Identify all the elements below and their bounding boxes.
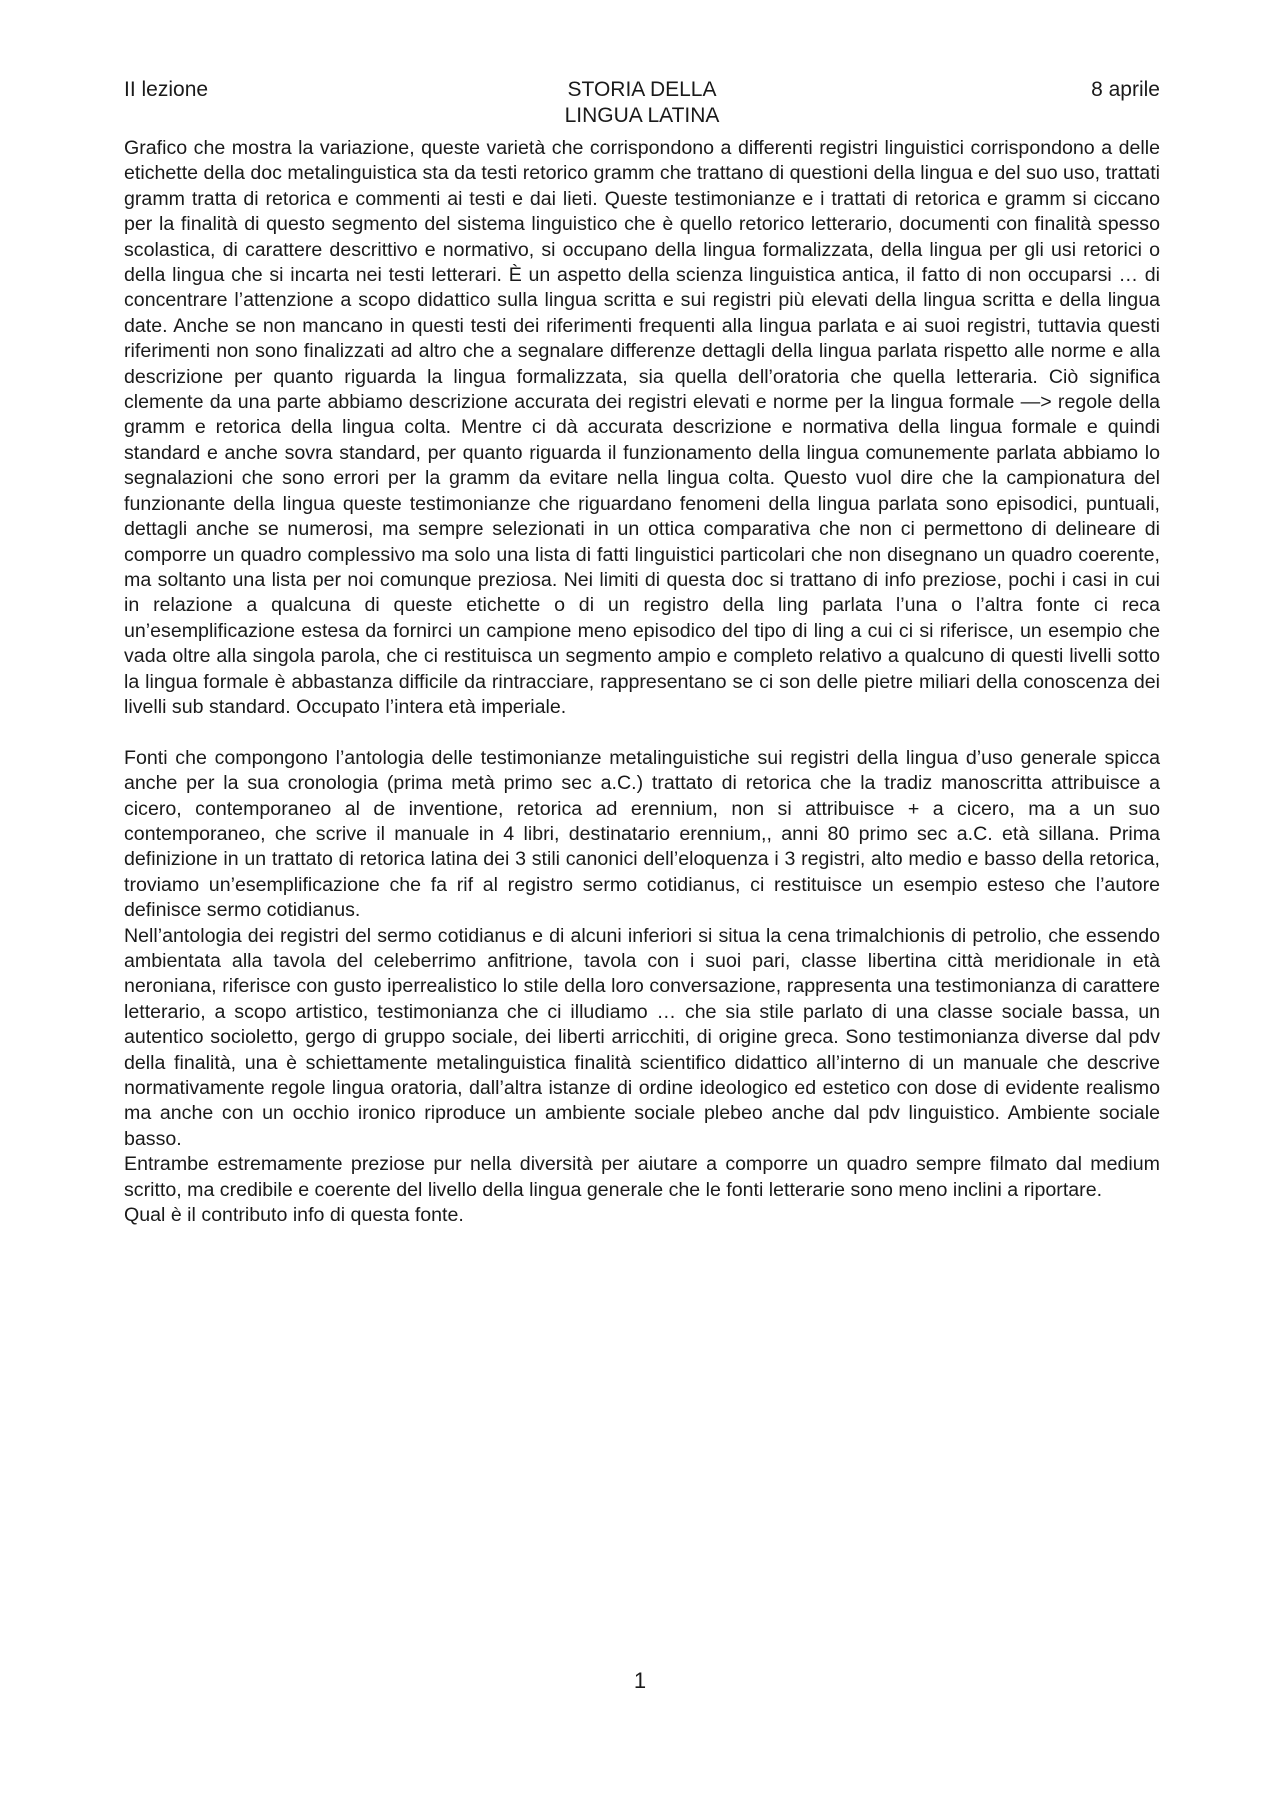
body-paragraph: Grafico che mostra la variazione, queste varietà che corrispondono a differenti registri linguistici corrispondono a delle etichette della doc metalinguistica sta da testi retorico gramm che trattano di questioni della lingua e del suo uso, trattati gramm tratta di retorica e commenti ai testi e dai lieti. Queste testimonianze e i trattati di retorica e gramm si ciccano per la finalità di questo segmento del sistema linguistico che è quello retorico letterario, documenti con finalità spesso scolastica, di carattere descrittivo e normativo, si occupano della lingua formalizzata, della lingua per gli usi retorici o della lingua che si incarta nei testi letterari. È un aspetto della scienza linguistica antica, il fatto di non occuparsi … di concentrare l’attenzione a scopo didattico sulla lingua scritta e sui registri più elevati della lingua scritta e della lingua date. Anche se non mancano in questi testi dei riferimenti frequenti alla lingua parlata e ai suoi registri, tuttavia questi riferimenti non sono finalizzati ad altro che a segnalare differenze dettagli della lingua parlata rispetto alle norme e alla descrizione per quanto riguarda la lingua formalizzata, sia quella dell’oratoria che quella letteraria. Ciò significa clemente da una parte abbiamo descrizione accurata dei registri elevati e norme per la lingua formale —> regole della gramm e retorica della lingua colta. Mentre ci dà accurata descrizione e normativa della lingua formale e quindi standard e anche sovra standard, per quanto riguarda il funzionamento della lingua comunemente parlata abbiamo lo segnalazioni che sono errori per la gramm da evitare nella lingua colta. Questo vuol dire che la campionatura del funzionante della lingua queste testimonianze che riguardano fenomeni della lingua parlata sono episodici, puntuali, dettagli anche se numerosi, ma sempre selezionati in un ottica comparativa che non ci permettono di delineare di comporre un quadro complessivo ma solo una lista di fatti linguistici particolari che non disegnano un quadro coerente, ma soltanto una lista per noi comunque preziosa. Nei limiti di questa doc si trattano di info preziose, pochi i casi in cui in relazione a qualcuna di queste etichette o di un registro della ling parlata l’una o l’altra fonte ci reca un’esemplificazione estesa da fornirci un campione meno episodico del tipo di ling a cui ci si riferisce, un esempio che vada oltre alla singola parola, che ci restituisca un segmento ampio e completo relativo a qualcuno di questi livelli sotto la lingua formale è abbastanza difficile da rintracciare, rappresentano se ci son delle pietre miliari della conoscenza dei livelli sub standard. Occupato l’intera età imperiale. bbox=[124, 137, 1160, 718]
lesson-date: 8 aprile bbox=[1091, 78, 1160, 101]
page-number: 1 bbox=[633, 1668, 647, 1693]
body-paragraph: Entrambe estremamente preziose pur nella diversità per aiutare a comporre un quadro sempre filmato dal medium scritto, ma credibile e coerente del livello della lingua generale che le fonti letterarie sono meno inclini a riportare. bbox=[124, 1153, 1160, 1201]
lesson-label: II lezione bbox=[124, 78, 209, 101]
body-paragraph: Qual è il contributo info di questa fonte. bbox=[124, 1204, 464, 1227]
page-header bbox=[124, 77, 1160, 133]
body-paragraph: Nell’antologia dei registri del sermo cotidianus e di alcuni inferiori si situa la cena trimalchionis di petrolio, che essendo ambientata alla tavola del celeberrimo anfitrione, tavola con i suoi pari, classe libertina città meridionale in età neroniana, riferisce con gusto iperrealistico lo stile della loro conversazione, rappresenta una testimonianza di carattere letterario, a scopo artistico, testimonianza che ci illudiamo … che sia stile parlato di una classe sociale bassa, un autentico socioletto, gergo di gruppo sociale, dei liberti arricchiti, di origine greca. Sono testimonianza diverse dal pdv della finalità, una è schiettamente metalinguistica finalità scientifico didattico all’interno di un manuale che descrive normativamente regole lingua oratoria, dall’altra istanze di ordine ideologico ed estetico con dose di evidente realismo ma anche con un occhio ironico riproduce un ambiente sociale plebeo anche dal pdv linguistico. Ambiente sociale basso. bbox=[124, 924, 1160, 1150]
document-body bbox=[124, 136, 1160, 1228]
body-paragraph: Fonti che compongono l’antologia delle testimonianze metalinguistiche sui registri della lingua d’uso generale spicca anche per la sua cronologia (prima metà primo sec a.C.) trattato di retorica che la tradiz manoscritta attribuisce a cicero, contemporaneo al de inventione, retorica ad erennium, non si attribuisce + a cicero, ma a un suo contemporaneo, che scrive il manuale in 4 libri, destinatario erennium,, anni 80 primo sec a.C. età sillana. Prima definizione in un trattato di retorica latina dei 3 stili canonici dell’eloquenza i 3 registri, alto medio e basso della retorica, troviamo un’esemplificazione che fa rif al registro sermo cotidianus, ci restituisce un esempio esteso che l’autore definisce sermo cotidianus. bbox=[124, 746, 1160, 922]
document-title: STORIA DELLA LINGUA LATINA bbox=[564, 78, 720, 127]
